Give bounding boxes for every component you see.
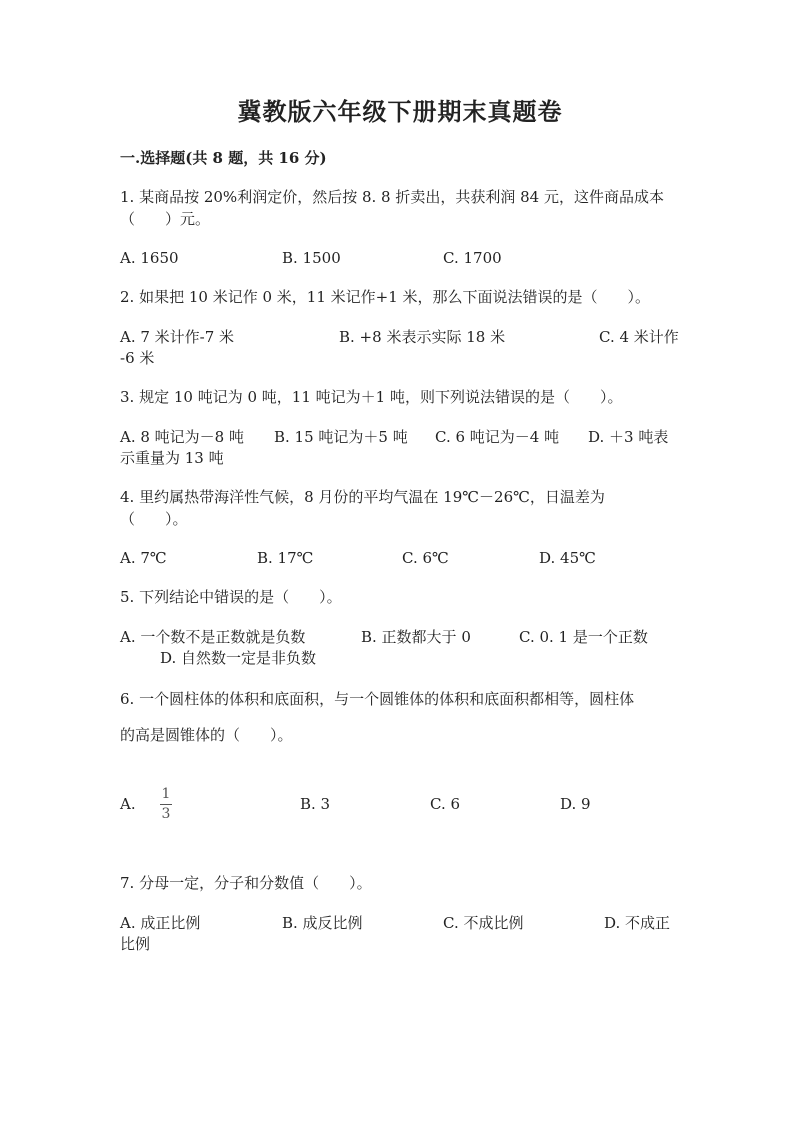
q1-option-b: B. 1500 [282,249,341,267]
question-1 [120,186,680,230]
question-4 [120,486,680,530]
q2-option-c: C. 4 米计作 [599,328,679,346]
q4-option-c: C. 6℃ [402,549,449,567]
question-1-line-1: 1. 某商品按 20%利润定价，然后按 8. 8 折卖出，共获利润 84 元，这件商品成本 [120,188,664,206]
q5-option-d: D. 自然数一定是非负数 [160,649,317,667]
q2-option-c-continued: -6 米 [120,349,155,367]
q4-option-a: A. 7℃ [120,549,167,567]
q6-option-a: A. [120,795,136,813]
q1-option-c: C. 1700 [443,249,502,267]
q7-option-d-continued: 比例 [120,935,151,953]
question-6 [120,688,680,746]
question-5-line-1: 5. 下列结论中错误的是（ ）。 [120,588,342,606]
question-6-line-1: 6. 一个圆柱体的体积和底面积，与一个圆锥体的体积和底面积都相等，圆柱体 [120,690,635,708]
fraction-denominator: 3 [161,806,171,822]
question-3-line-1: 3. 规定 10 吨记为 0 吨，11 吨记为＋1 吨，则下列说法错误的是（ ）。 [120,388,623,406]
question-7 [120,872,680,894]
q7-option-c: C. 不成比例 [443,914,524,932]
q7-option-a: A. 成正比例 [120,914,201,932]
q3-option-d: D. ＋3 吨表 [588,428,669,446]
section-heading: 一.选择题(共 8 题，共 16 分) [120,149,327,167]
q1-option-a: A. 1650 [120,249,179,267]
question-1-line-2: （ ）元。 [120,210,211,228]
q3-option-d-continued: 示重量为 13 吨 [120,449,224,467]
q5-option-c: C. 0. 1 是一个正数 [519,628,648,646]
question-4-line-2: （ ）。 [120,510,188,528]
q2-option-a: A. 7 米计作-7 米 [120,328,235,346]
question-7-line-1: 7. 分母一定，分子和分数值（ ）。 [120,874,372,892]
q3-option-b: B. 15 吨记为＋5 吨 [274,428,408,446]
q4-option-d: D. 45℃ [539,549,596,567]
q6-option-a-fraction [160,787,172,822]
q3-option-c: C. 6 吨记为－4 吨 [435,428,560,446]
q4-option-b: B. 17℃ [257,549,314,567]
q3-option-a: A. 8 吨记为－8 吨 [120,428,244,446]
q6-option-d: D. 9 [560,795,591,813]
question-4-line-1: 4. 里约属热带海洋性气候，8 月份的平均气温在 19℃－26℃，日温差为 [120,488,605,506]
fraction-bar [160,804,172,805]
question-2 [120,286,680,308]
question-6-line-2: 的高是圆锥体的（ ）。 [120,726,293,744]
question-3 [120,386,680,408]
fraction-numerator: 1 [161,786,171,802]
q5-option-a: A. 一个数不是正数就是负数 [120,628,306,646]
question-5 [120,586,680,608]
q6-option-c: C. 6 [430,795,461,813]
q7-option-d: D. 不成正 [604,914,671,932]
q5-option-b: B. 正数都大于 0 [361,628,471,646]
q7-option-b: B. 成反比例 [282,914,363,932]
q6-option-b: B. 3 [300,795,331,813]
q2-option-b: B. +8 米表示实际 18 米 [339,328,506,346]
page-title: 冀教版六年级下册期末真题卷 [237,97,563,126]
question-2-line-1: 2. 如果把 10 米记作 0 米，11 米记作+1 米，那么下面说法错误的是（ ）。 [120,288,651,306]
